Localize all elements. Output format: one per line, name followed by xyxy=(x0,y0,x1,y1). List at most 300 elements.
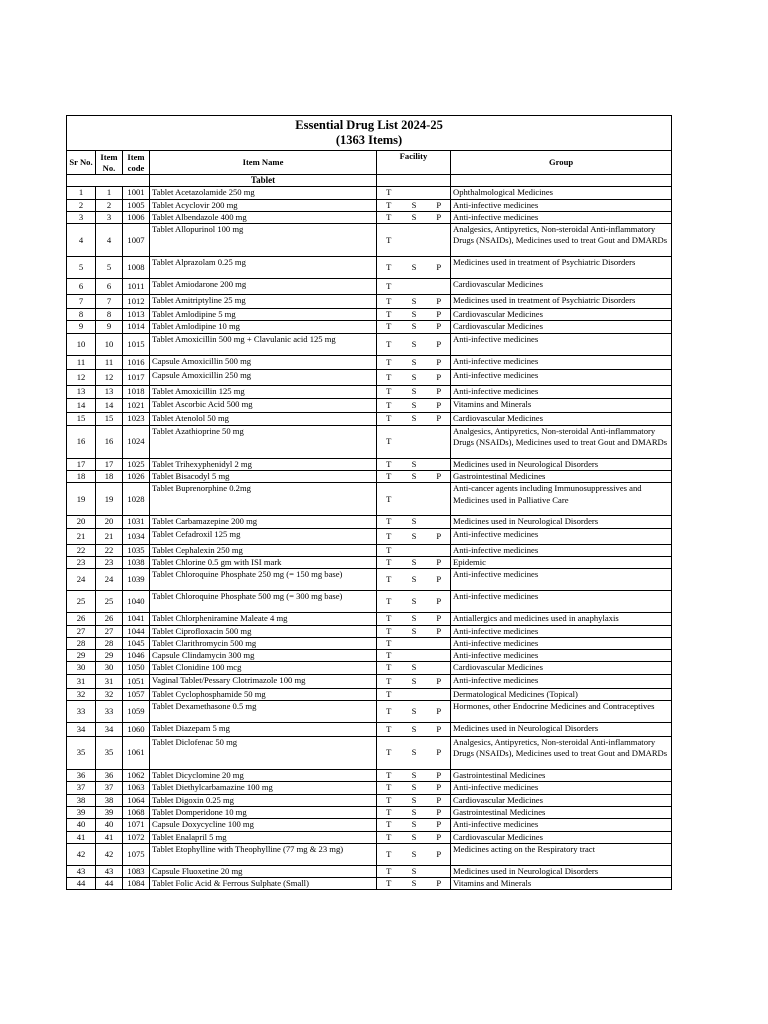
item-no-cell: 8 xyxy=(96,309,123,321)
facility-t-cell: T xyxy=(377,569,401,591)
facility-s-cell: S xyxy=(401,333,428,355)
sr-no-cell: 41 xyxy=(67,831,96,843)
item-code-cell: 1031 xyxy=(123,516,150,528)
item-name-cell: Capsule Doxycycline 100 mg xyxy=(150,819,377,831)
item-name-cell: Tablet Amlodipine 10 mg xyxy=(150,321,377,333)
group-cell: Analgesics, Antipyretics, Non-steroidal Anti-inflammatory Drugs (NSAIDs), Medicines used to treat Gout and DMARDs xyxy=(451,224,672,257)
facility-p-cell xyxy=(428,187,451,199)
facility-t-cell: T xyxy=(377,613,401,625)
facility-p-cell: P xyxy=(428,211,451,223)
item-code-cell: 1044 xyxy=(123,625,150,637)
table-row xyxy=(67,398,672,412)
item-code-cell: 1064 xyxy=(123,794,150,806)
item-code-cell: 1001 xyxy=(123,187,150,199)
sr-no-cell: 24 xyxy=(67,569,96,591)
item-code-cell: 1071 xyxy=(123,819,150,831)
sr-no-cell: 6 xyxy=(67,279,96,295)
item-name-cell: Tablet Allopurinol 100 mg xyxy=(150,224,377,257)
facility-s-cell xyxy=(401,637,428,649)
sr-no-cell: 35 xyxy=(67,737,96,770)
facility-t-cell: T xyxy=(377,688,401,700)
item-name-cell: Tablet Acyclovir 200 mg xyxy=(150,199,377,211)
table-row xyxy=(67,309,672,321)
facility-s-cell: S xyxy=(401,321,428,333)
sr-no-cell: 4 xyxy=(67,224,96,257)
group-cell: Anti-infective medicines xyxy=(451,333,672,355)
table-row xyxy=(67,425,672,458)
facility-t-cell: T xyxy=(377,483,401,516)
facility-t-cell: T xyxy=(377,831,401,843)
facility-t-cell: T xyxy=(377,295,401,309)
sr-no-cell: 37 xyxy=(67,782,96,794)
item-name-cell: Tablet Diazepam 5 mg xyxy=(150,723,377,737)
item-no-cell: 10 xyxy=(96,333,123,355)
item-name-cell: Tablet Chlorine 0.5 gm with ISI mark xyxy=(150,556,377,568)
group-cell: Hormones, other Endocrine Medicines and Contraceptives xyxy=(451,701,672,723)
item-code-cell: 1083 xyxy=(123,865,150,877)
document-subtitle: (1363 Items) xyxy=(335,133,403,147)
group-cell: Anti-infective medicines xyxy=(451,211,672,223)
group-cell: Anti-infective medicines xyxy=(451,369,672,385)
item-code-cell: 1059 xyxy=(123,701,150,723)
item-name-cell: Tablet Cyclophosphamide 50 mg xyxy=(150,688,377,700)
facility-t-cell: T xyxy=(377,309,401,321)
facility-t-cell: T xyxy=(377,737,401,770)
facility-p-cell: P xyxy=(428,770,451,782)
table-row xyxy=(67,187,672,199)
group-cell: Epidemic xyxy=(451,556,672,568)
section-label: Tablet xyxy=(150,175,377,187)
facility-p-cell: P xyxy=(428,794,451,806)
item-name-cell: Tablet Domperidone 10 mg xyxy=(150,806,377,818)
facility-p-cell xyxy=(428,662,451,674)
sr-no-cell: 8 xyxy=(67,309,96,321)
facility-p-cell: P xyxy=(428,309,451,321)
table-row xyxy=(67,688,672,700)
facility-t-cell: T xyxy=(377,257,401,279)
sr-no-cell: 32 xyxy=(67,688,96,700)
item-no-cell: 36 xyxy=(96,770,123,782)
facility-t-cell: T xyxy=(377,662,401,674)
sr-no-cell: 7 xyxy=(67,295,96,309)
item-no-cell: 3 xyxy=(96,211,123,223)
facility-p-cell: P xyxy=(428,528,451,544)
facility-s-cell: S xyxy=(401,556,428,568)
facility-t-cell: T xyxy=(377,458,401,470)
facility-s-cell: S xyxy=(401,211,428,223)
table-row xyxy=(67,224,672,257)
item-no-cell: 41 xyxy=(96,831,123,843)
facility-p-cell xyxy=(428,865,451,877)
facility-t-cell: T xyxy=(377,782,401,794)
group-cell: Medicines acting on the Respiratory tract xyxy=(451,843,672,865)
item-no-cell: 6 xyxy=(96,279,123,295)
facility-s-cell: S xyxy=(401,199,428,211)
item-no-cell: 20 xyxy=(96,516,123,528)
item-name-cell: Tablet Acetazolamide 250 mg xyxy=(150,187,377,199)
sr-no-cell: 26 xyxy=(67,613,96,625)
group-cell: Cardiovascular Medicines xyxy=(451,309,672,321)
item-code-cell: 1018 xyxy=(123,385,150,398)
section-spacer-left xyxy=(67,175,150,187)
table-row xyxy=(67,878,672,890)
facility-t-cell: T xyxy=(377,321,401,333)
group-cell: Analgesics, Antipyretics, Non-steroidal Anti-inflammatory Drugs (NSAIDs), Medicines used to treat Gout and DMARDs xyxy=(451,425,672,458)
item-name-cell: Tablet Atenolol 50 mg xyxy=(150,412,377,425)
facility-s-cell: S xyxy=(401,471,428,483)
facility-t-cell: T xyxy=(377,224,401,257)
facility-p-cell: P xyxy=(428,878,451,890)
facility-s-cell: S xyxy=(401,458,428,470)
item-no-cell: 38 xyxy=(96,794,123,806)
group-cell: Gastrointestinal Medicines xyxy=(451,806,672,818)
facility-s-cell: S xyxy=(401,398,428,412)
sr-no-cell: 44 xyxy=(67,878,96,890)
table-row xyxy=(67,199,672,211)
item-code-cell: 1028 xyxy=(123,483,150,516)
item-name-cell: Tablet Clarithromycin 500 mg xyxy=(150,637,377,649)
group-cell: Medicines used in Neurological Disorders xyxy=(451,723,672,737)
item-no-cell: 44 xyxy=(96,878,123,890)
item-name-cell: Tablet Trihexyphenidyl 2 mg xyxy=(150,458,377,470)
item-no-cell: 24 xyxy=(96,569,123,591)
facility-p-cell xyxy=(428,516,451,528)
item-code-cell: 1014 xyxy=(123,321,150,333)
facility-t-cell: T xyxy=(377,544,401,556)
facility-p-cell xyxy=(428,425,451,458)
facility-s-cell: S xyxy=(401,831,428,843)
facility-p-cell xyxy=(428,688,451,700)
item-name-cell: Tablet Clonidine 100 mcg xyxy=(150,662,377,674)
sr-no-cell: 30 xyxy=(67,662,96,674)
sr-no-cell: 39 xyxy=(67,806,96,818)
item-code-cell: 1063 xyxy=(123,782,150,794)
item-no-cell: 25 xyxy=(96,591,123,613)
sr-no-cell: 19 xyxy=(67,483,96,516)
sr-no-cell: 36 xyxy=(67,770,96,782)
item-name-cell: Tablet Buprenorphine 0.2mg xyxy=(150,483,377,516)
item-code-cell: 1039 xyxy=(123,569,150,591)
group-cell: Analgesics, Antipyretics, Non-steroidal Anti-inflammatory Drugs (NSAIDs), Medicines used to treat Gout and DMARDs xyxy=(451,737,672,770)
item-no-cell: 37 xyxy=(96,782,123,794)
sr-no-cell: 12 xyxy=(67,369,96,385)
sr-no-cell: 27 xyxy=(67,625,96,637)
item-no-cell: 27 xyxy=(96,625,123,637)
facility-s-cell xyxy=(401,224,428,257)
facility-t-cell: T xyxy=(377,385,401,398)
item-name-cell: Capsule Amoxicillin 250 mg xyxy=(150,369,377,385)
item-no-cell: 18 xyxy=(96,471,123,483)
facility-s-cell: S xyxy=(401,569,428,591)
facility-p-cell: P xyxy=(428,556,451,568)
table-row xyxy=(67,625,672,637)
group-cell: Gastrointestinal Medicines xyxy=(451,770,672,782)
facility-p-cell: P xyxy=(428,782,451,794)
group-cell: Cardiovascular Medicines xyxy=(451,662,672,674)
facility-s-cell xyxy=(401,425,428,458)
facility-s-cell: S xyxy=(401,309,428,321)
table-row xyxy=(67,295,672,309)
facility-p-cell: P xyxy=(428,369,451,385)
item-no-cell: 15 xyxy=(96,412,123,425)
header-item-code: Item code xyxy=(123,151,150,175)
facility-t-cell: T xyxy=(377,723,401,737)
facility-s-cell: S xyxy=(401,819,428,831)
item-name-cell: Tablet Amiodarone 200 mg xyxy=(150,279,377,295)
group-cell: Dermatological Medicines (Topical) xyxy=(451,688,672,700)
facility-t-cell: T xyxy=(377,369,401,385)
group-cell: Cardiovascular Medicines xyxy=(451,279,672,295)
item-code-cell: 1038 xyxy=(123,556,150,568)
sr-no-cell: 42 xyxy=(67,843,96,865)
facility-t-cell: T xyxy=(377,591,401,613)
item-code-cell: 1072 xyxy=(123,831,150,843)
facility-t-cell: T xyxy=(377,637,401,649)
facility-t-cell: T xyxy=(377,279,401,295)
item-code-cell: 1051 xyxy=(123,674,150,688)
facility-p-cell: P xyxy=(428,625,451,637)
table-row xyxy=(67,637,672,649)
facility-s-cell: S xyxy=(401,782,428,794)
facility-p-cell: P xyxy=(428,199,451,211)
item-code-cell: 1021 xyxy=(123,398,150,412)
item-no-cell: 35 xyxy=(96,737,123,770)
group-cell: Anti-infective medicines xyxy=(451,650,672,662)
facility-t-cell: T xyxy=(377,412,401,425)
section-spacer-mid xyxy=(377,175,451,187)
item-no-cell: 19 xyxy=(96,483,123,516)
facility-s-cell xyxy=(401,544,428,556)
group-cell: Anti-infective medicines xyxy=(451,591,672,613)
item-code-cell: 1012 xyxy=(123,295,150,309)
table-row xyxy=(67,569,672,591)
item-name-cell: Tablet Carbamazepine 200 mg xyxy=(150,516,377,528)
sr-no-cell: 16 xyxy=(67,425,96,458)
item-code-cell: 1011 xyxy=(123,279,150,295)
table-row xyxy=(67,321,672,333)
facility-p-cell: P xyxy=(428,333,451,355)
sr-no-cell: 20 xyxy=(67,516,96,528)
group-cell: Medicines used in Neurological Disorders xyxy=(451,516,672,528)
group-cell: Gastrointestinal Medicines xyxy=(451,471,672,483)
facility-p-cell: P xyxy=(428,385,451,398)
facility-t-cell: T xyxy=(377,398,401,412)
item-code-cell: 1041 xyxy=(123,613,150,625)
item-no-cell: 32 xyxy=(96,688,123,700)
facility-p-cell xyxy=(428,544,451,556)
facility-p-cell: P xyxy=(428,321,451,333)
facility-s-cell: S xyxy=(401,674,428,688)
item-name-cell: Tablet Chloroquine Phosphate 500 mg (= 300 mg base) xyxy=(150,591,377,613)
item-name-cell: Capsule Clindamycin 300 mg xyxy=(150,650,377,662)
facility-t-cell: T xyxy=(377,819,401,831)
item-no-cell: 43 xyxy=(96,865,123,877)
sr-no-cell: 23 xyxy=(67,556,96,568)
item-code-cell: 1040 xyxy=(123,591,150,613)
facility-s-cell: S xyxy=(401,412,428,425)
item-code-cell: 1026 xyxy=(123,471,150,483)
facility-t-cell: T xyxy=(377,528,401,544)
table-row xyxy=(67,674,672,688)
table-row xyxy=(67,385,672,398)
table-row xyxy=(67,782,672,794)
sr-no-cell: 17 xyxy=(67,458,96,470)
facility-s-cell: S xyxy=(401,516,428,528)
sr-no-cell: 10 xyxy=(67,333,96,355)
sr-no-cell: 13 xyxy=(67,385,96,398)
group-cell: Medicines used in Neurological Disorders xyxy=(451,865,672,877)
sr-no-cell: 25 xyxy=(67,591,96,613)
facility-t-cell: T xyxy=(377,843,401,865)
item-code-cell: 1050 xyxy=(123,662,150,674)
group-cell: Anti-infective medicines xyxy=(451,637,672,649)
drug-rows xyxy=(67,187,672,890)
facility-s-cell: S xyxy=(401,257,428,279)
item-no-cell: 14 xyxy=(96,398,123,412)
facility-s-cell: S xyxy=(401,662,428,674)
item-name-cell: Tablet Amoxicillin 500 mg + Clavulanic acid 125 mg xyxy=(150,333,377,355)
item-no-cell: 30 xyxy=(96,662,123,674)
facility-t-cell: T xyxy=(377,187,401,199)
facility-t-cell: T xyxy=(377,878,401,890)
table-row xyxy=(67,794,672,806)
item-name-cell: Tablet Diclofenac 50 mg xyxy=(150,737,377,770)
item-no-cell: 21 xyxy=(96,528,123,544)
item-name-cell: Tablet Chloroquine Phosphate 250 mg (= 150 mg base) xyxy=(150,569,377,591)
header-item-name: Item Name xyxy=(150,151,377,175)
sr-no-cell: 33 xyxy=(67,701,96,723)
item-no-cell: 33 xyxy=(96,701,123,723)
facility-p-cell: P xyxy=(428,295,451,309)
table-row xyxy=(67,257,672,279)
item-no-cell: 28 xyxy=(96,637,123,649)
header-item-no: Item No. xyxy=(96,151,123,175)
facility-t-cell: T xyxy=(377,674,401,688)
facility-t-cell: T xyxy=(377,471,401,483)
item-no-cell: 29 xyxy=(96,650,123,662)
item-name-cell: Tablet Bisacodyl 5 mg xyxy=(150,471,377,483)
table-row xyxy=(67,591,672,613)
header-facility: Facility xyxy=(377,151,451,175)
group-cell: Anti-infective medicines xyxy=(451,385,672,398)
item-no-cell: 16 xyxy=(96,425,123,458)
sr-no-cell: 29 xyxy=(67,650,96,662)
facility-p-cell: P xyxy=(428,569,451,591)
sr-no-cell: 38 xyxy=(67,794,96,806)
sr-no-cell: 9 xyxy=(67,321,96,333)
facility-p-cell: P xyxy=(428,819,451,831)
facility-s-cell: S xyxy=(401,865,428,877)
item-code-cell: 1057 xyxy=(123,688,150,700)
group-cell: Cardiovascular Medicines xyxy=(451,794,672,806)
facility-s-cell: S xyxy=(401,355,428,369)
item-name-cell: Tablet Azathioprine 50 mg xyxy=(150,425,377,458)
group-cell: Anti-infective medicines xyxy=(451,674,672,688)
item-no-cell: 17 xyxy=(96,458,123,470)
facility-s-cell: S xyxy=(401,843,428,865)
item-code-cell: 1025 xyxy=(123,458,150,470)
table-row xyxy=(67,556,672,568)
facility-t-cell: T xyxy=(377,556,401,568)
table-row xyxy=(67,701,672,723)
item-no-cell: 34 xyxy=(96,723,123,737)
item-name-cell: Tablet Cefadroxil 125 mg xyxy=(150,528,377,544)
item-no-cell: 23 xyxy=(96,556,123,568)
group-cell: Antiallergics and medicines used in anaphylaxis xyxy=(451,613,672,625)
item-no-cell: 13 xyxy=(96,385,123,398)
item-no-cell: 42 xyxy=(96,843,123,865)
table-row xyxy=(67,458,672,470)
facility-s-cell: S xyxy=(401,723,428,737)
table-row xyxy=(67,806,672,818)
item-code-cell: 1015 xyxy=(123,333,150,355)
item-name-cell: Tablet Alprazolam 0.25 mg xyxy=(150,257,377,279)
table-row xyxy=(67,662,672,674)
sr-no-cell: 22 xyxy=(67,544,96,556)
group-cell: Anti-infective medicines xyxy=(451,199,672,211)
facility-s-cell: S xyxy=(401,591,428,613)
item-name-cell: Tablet Amitriptyline 25 mg xyxy=(150,295,377,309)
item-code-cell: 1084 xyxy=(123,878,150,890)
item-name-cell: Tablet Amoxicillin 125 mg xyxy=(150,385,377,398)
facility-s-cell xyxy=(401,279,428,295)
facility-s-cell: S xyxy=(401,613,428,625)
table-row xyxy=(67,723,672,737)
facility-s-cell xyxy=(401,650,428,662)
table-row xyxy=(67,528,672,544)
item-code-cell: 1007 xyxy=(123,224,150,257)
table-row xyxy=(67,650,672,662)
group-cell: Ophthalmological Medicines xyxy=(451,187,672,199)
item-name-cell: Tablet Ciprofloxacin 500 mg xyxy=(150,625,377,637)
sr-no-cell: 28 xyxy=(67,637,96,649)
sr-no-cell: 15 xyxy=(67,412,96,425)
table-row xyxy=(67,865,672,877)
item-no-cell: 1 xyxy=(96,187,123,199)
item-code-cell: 1008 xyxy=(123,257,150,279)
item-name-cell: Tablet Albendazole 400 mg xyxy=(150,211,377,223)
item-code-cell: 1068 xyxy=(123,806,150,818)
document-title: Essential Drug List 2024-25 xyxy=(295,118,443,132)
item-code-cell: 1013 xyxy=(123,309,150,321)
group-cell: Anti-infective medicines xyxy=(451,528,672,544)
document-title-cell xyxy=(67,116,672,151)
facility-s-cell: S xyxy=(401,701,428,723)
item-no-cell: 31 xyxy=(96,674,123,688)
table-row xyxy=(67,483,672,516)
table-row xyxy=(67,819,672,831)
table-row xyxy=(67,544,672,556)
table-row xyxy=(67,831,672,843)
group-cell: Anti-cancer agents including Immunosuppressives and Medicines used in Palliative Care xyxy=(451,483,672,516)
table-row xyxy=(67,412,672,425)
item-code-cell: 1016 xyxy=(123,355,150,369)
item-name-cell: Tablet Enalapril 5 mg xyxy=(150,831,377,843)
sr-no-cell: 2 xyxy=(67,199,96,211)
item-no-cell: 5 xyxy=(96,257,123,279)
header-sr-no: Sr No. xyxy=(67,151,96,175)
group-cell: Cardiovascular Medicines xyxy=(451,321,672,333)
sr-no-cell: 43 xyxy=(67,865,96,877)
item-no-cell: 11 xyxy=(96,355,123,369)
facility-t-cell: T xyxy=(377,516,401,528)
item-name-cell: Tablet Diethylcarbamazine 100 mg xyxy=(150,782,377,794)
item-code-cell: 1023 xyxy=(123,412,150,425)
facility-p-cell: P xyxy=(428,412,451,425)
facility-t-cell: T xyxy=(377,650,401,662)
drug-table xyxy=(66,115,672,890)
item-code-cell: 1075 xyxy=(123,843,150,865)
